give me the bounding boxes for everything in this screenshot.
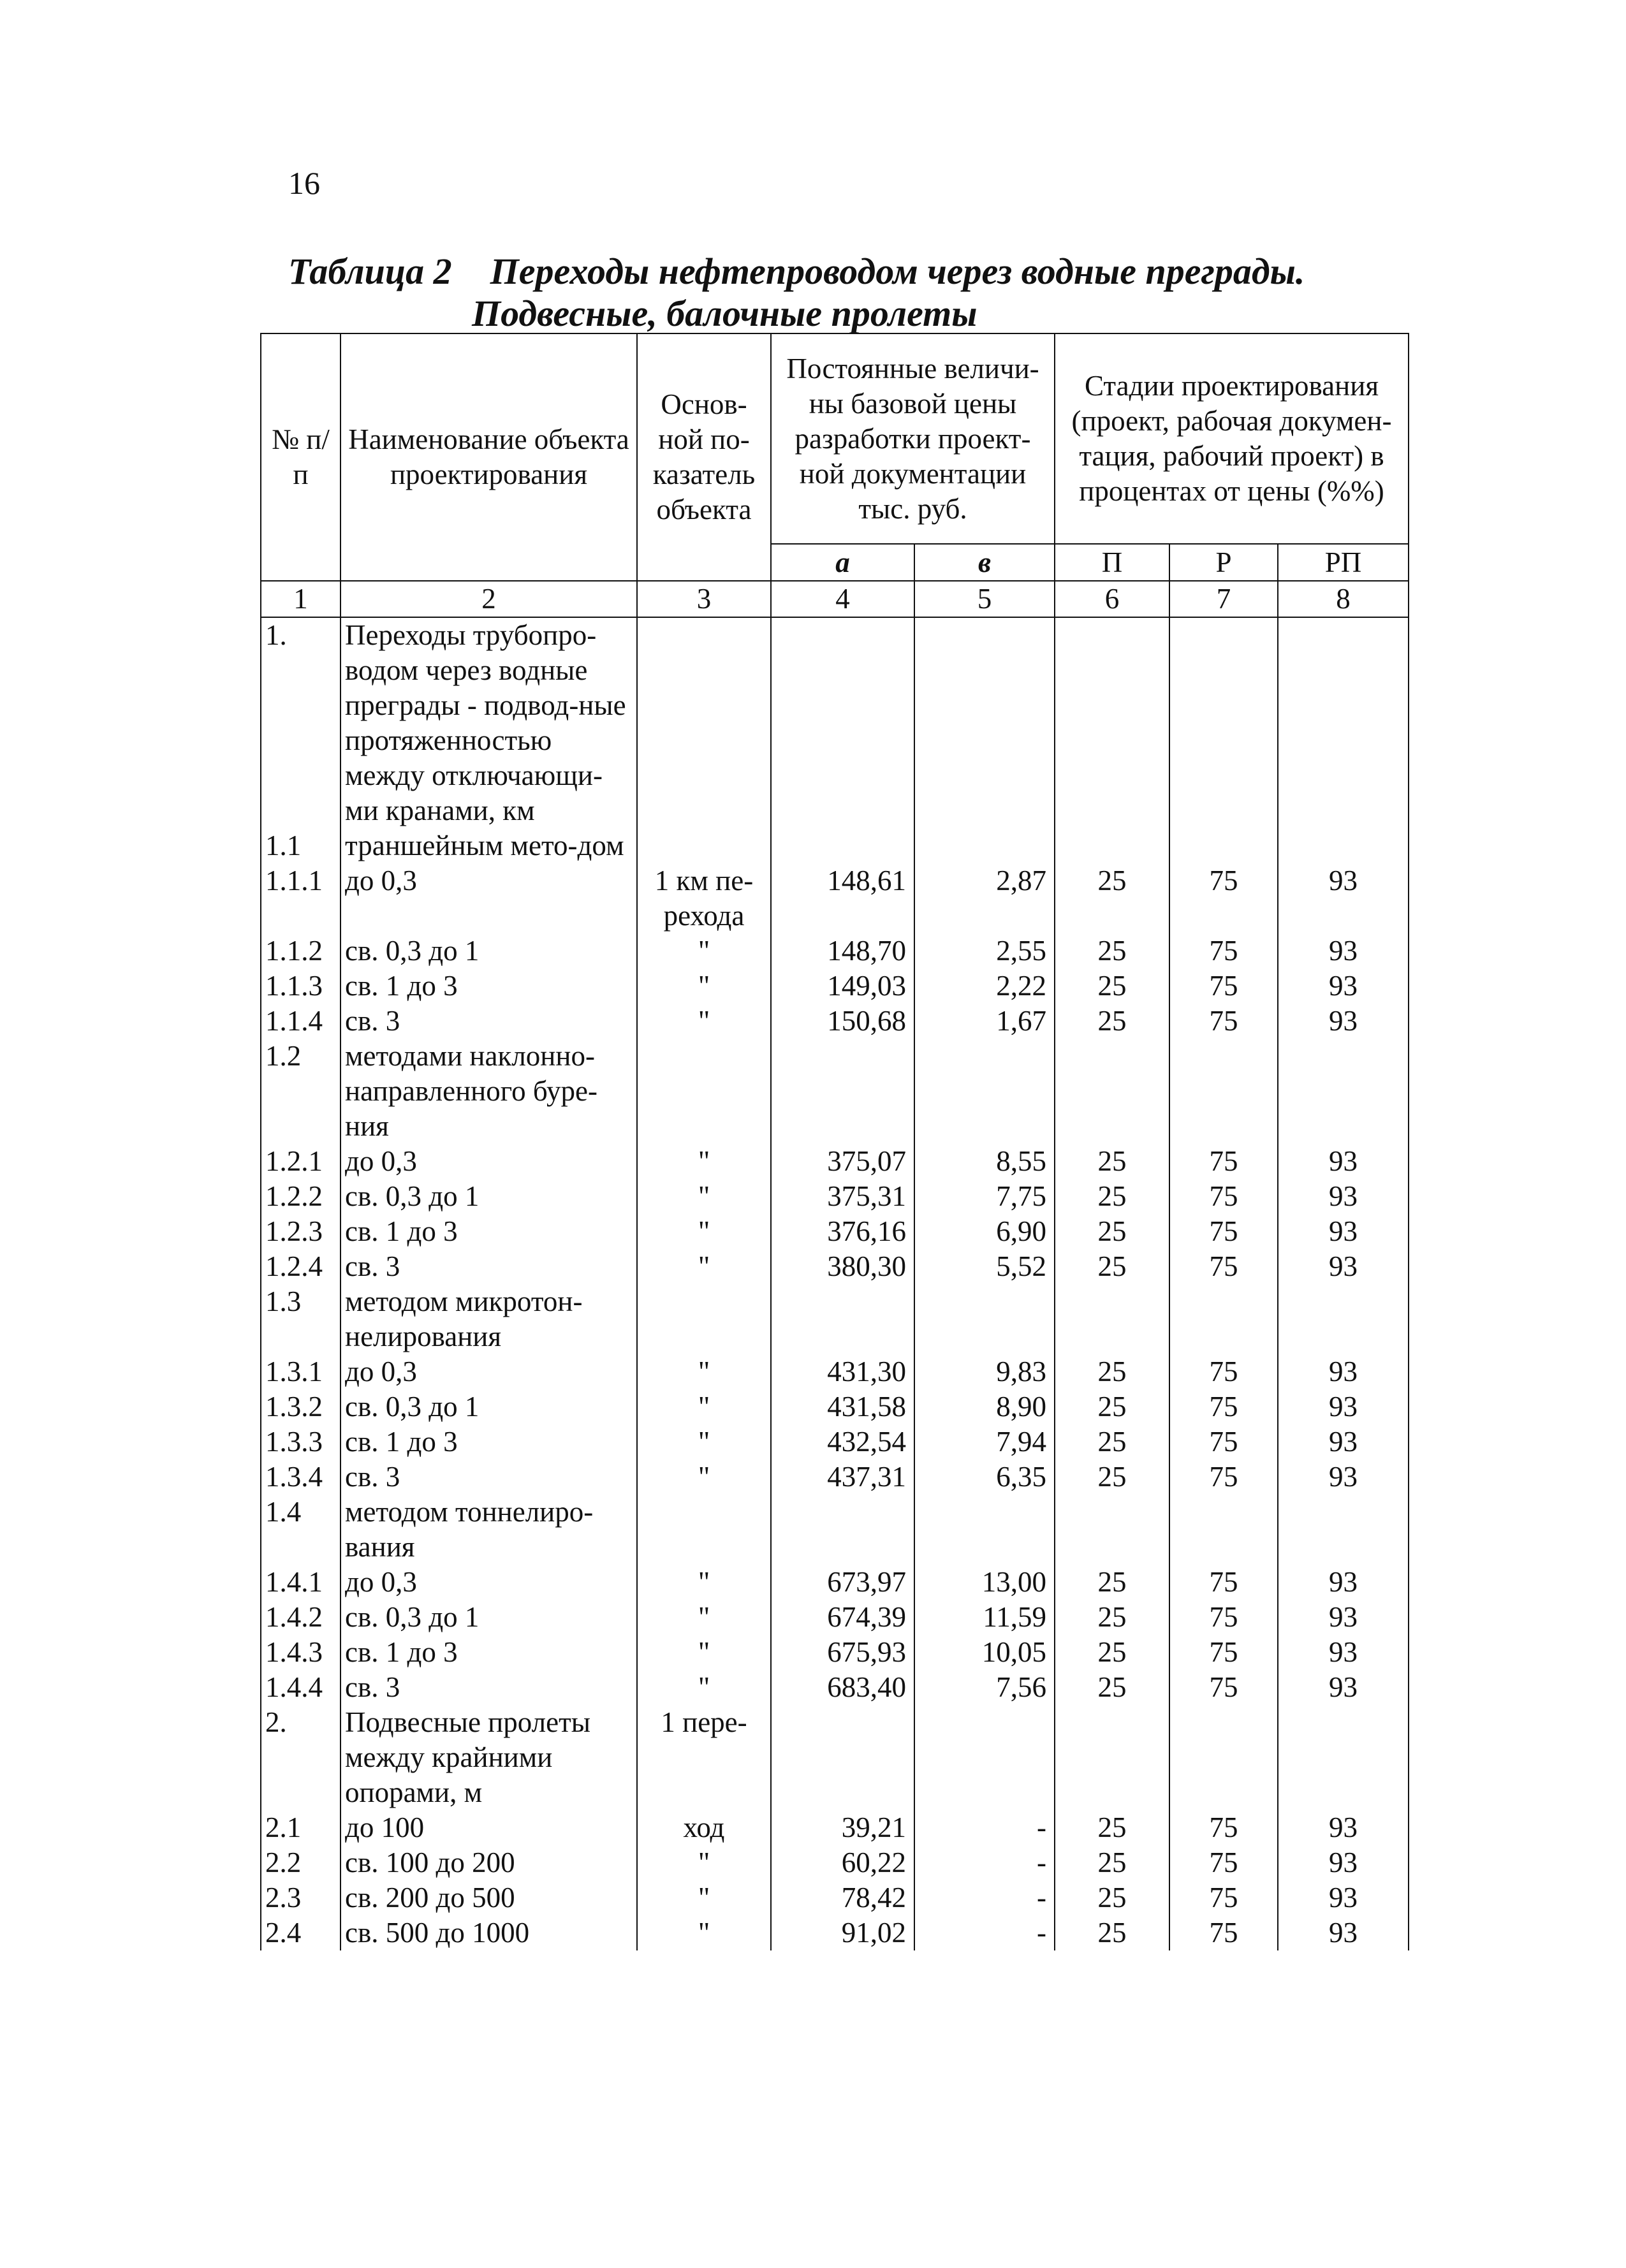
row-indicator bbox=[637, 617, 771, 828]
row-percent-r: 75 bbox=[1169, 1915, 1278, 1950]
row-indicator: " bbox=[637, 1354, 771, 1389]
row-object-name: св. 3 bbox=[341, 1249, 637, 1284]
table-row bbox=[261, 1600, 1409, 1635]
row-number: 1.2 bbox=[261, 1039, 341, 1144]
table-title bbox=[288, 250, 1305, 293]
header-rp: РП bbox=[1278, 544, 1409, 581]
row-value-b: 2,55 bbox=[914, 933, 1055, 969]
row-percent-rp: 93 bbox=[1278, 1670, 1409, 1705]
row-percent-r: 75 bbox=[1169, 1460, 1278, 1495]
table-row bbox=[261, 1845, 1409, 1880]
row-percent-p: 25 bbox=[1055, 1810, 1169, 1845]
row-percent-r: 75 bbox=[1169, 1880, 1278, 1915]
row-value-a: 675,93 bbox=[771, 1635, 914, 1670]
table-row bbox=[261, 1039, 1409, 1144]
row-number: 1.2.2 bbox=[261, 1179, 341, 1214]
row-indicator: " bbox=[637, 1179, 771, 1214]
row-percent-r: 75 bbox=[1169, 1635, 1278, 1670]
column-number: 2 bbox=[341, 581, 637, 617]
table-row bbox=[261, 617, 1409, 828]
row-value-b: 10,05 bbox=[914, 1635, 1055, 1670]
row-percent-r: 75 bbox=[1169, 1179, 1278, 1214]
row-value-a: 437,31 bbox=[771, 1460, 914, 1495]
table-body bbox=[261, 617, 1409, 1950]
row-object-name: св. 1 до 3 bbox=[341, 1424, 637, 1460]
row-object-name: Подвесные пролеты между крайними опорами, м bbox=[341, 1705, 637, 1810]
row-object-name: методом микротон-нелирования bbox=[341, 1284, 637, 1354]
row-value-a: 148,70 bbox=[771, 933, 914, 969]
row-percent-p: 25 bbox=[1055, 1354, 1169, 1389]
row-number: 2.3 bbox=[261, 1880, 341, 1915]
table-row bbox=[261, 933, 1409, 969]
row-percent-rp: 93 bbox=[1278, 1460, 1409, 1495]
row-object-name: до 0,3 bbox=[341, 1354, 637, 1389]
row-percent-r bbox=[1169, 617, 1278, 828]
table-row bbox=[261, 1284, 1409, 1354]
row-value-b: - bbox=[914, 1880, 1055, 1915]
row-percent-p bbox=[1055, 1284, 1169, 1354]
row-object-name: св. 1 до 3 bbox=[341, 969, 637, 1004]
table-row bbox=[261, 1810, 1409, 1845]
row-percent-r: 75 bbox=[1169, 933, 1278, 969]
row-percent-p: 25 bbox=[1055, 1004, 1169, 1039]
table-row bbox=[261, 1144, 1409, 1179]
row-value-a: 376,16 bbox=[771, 1214, 914, 1249]
row-indicator bbox=[637, 1284, 771, 1354]
row-indicator: " bbox=[637, 1424, 771, 1460]
row-percent-rp: 93 bbox=[1278, 1845, 1409, 1880]
row-number: 1.2.4 bbox=[261, 1249, 341, 1284]
row-indicator bbox=[637, 828, 771, 863]
row-indicator: " bbox=[637, 1915, 771, 1950]
row-percent-r bbox=[1169, 828, 1278, 863]
row-object-name: св. 0,3 до 1 bbox=[341, 1179, 637, 1214]
row-value-b: 8,90 bbox=[914, 1389, 1055, 1424]
row-percent-r: 75 bbox=[1169, 1144, 1278, 1179]
row-object-name: до 100 bbox=[341, 1810, 637, 1845]
row-value-b: 7,56 bbox=[914, 1670, 1055, 1705]
row-percent-p: 25 bbox=[1055, 1565, 1169, 1600]
row-object-name: св. 1 до 3 bbox=[341, 1635, 637, 1670]
row-percent-p: 25 bbox=[1055, 1915, 1169, 1950]
row-percent-rp: 93 bbox=[1278, 1810, 1409, 1845]
row-percent-p: 25 bbox=[1055, 1600, 1169, 1635]
header-p: П bbox=[1055, 544, 1169, 581]
table-row bbox=[261, 1179, 1409, 1214]
row-value-a: 683,40 bbox=[771, 1670, 914, 1705]
row-value-a: 673,97 bbox=[771, 1565, 914, 1600]
row-value-b: 6,35 bbox=[914, 1460, 1055, 1495]
table-row bbox=[261, 863, 1409, 933]
header-number: № п/п bbox=[261, 333, 341, 581]
column-number: 1 bbox=[261, 581, 341, 617]
row-value-a: 60,22 bbox=[771, 1845, 914, 1880]
row-object-name: св. 0,3 до 1 bbox=[341, 1389, 637, 1424]
column-number: 4 bbox=[771, 581, 914, 617]
column-number: 7 bbox=[1169, 581, 1278, 617]
column-number: 5 bbox=[914, 581, 1055, 617]
row-value-a: 39,21 bbox=[771, 1810, 914, 1845]
price-table bbox=[260, 333, 1409, 1950]
table-row bbox=[261, 1389, 1409, 1424]
row-indicator: " bbox=[637, 1600, 771, 1635]
table-row bbox=[261, 828, 1409, 863]
row-number: 2.4 bbox=[261, 1915, 341, 1950]
header-object-name: Наименование объекта проектирования bbox=[341, 333, 637, 581]
row-percent-r: 75 bbox=[1169, 1354, 1278, 1389]
row-percent-p: 25 bbox=[1055, 1249, 1169, 1284]
row-percent-rp: 93 bbox=[1278, 1880, 1409, 1915]
header-base-price: Постоянные величи-ны базовой цены разработки проект-ной документации тыс. руб. bbox=[771, 333, 1055, 544]
row-number: 1.3.3 bbox=[261, 1424, 341, 1460]
table-row bbox=[261, 1460, 1409, 1495]
row-number: 1.2.3 bbox=[261, 1214, 341, 1249]
table-label: Таблица 2 bbox=[288, 251, 452, 292]
row-percent-rp: 93 bbox=[1278, 1600, 1409, 1635]
header-r: Р bbox=[1169, 544, 1278, 581]
row-percent-rp: 93 bbox=[1278, 863, 1409, 933]
row-value-a bbox=[771, 617, 914, 828]
table-row bbox=[261, 1495, 1409, 1565]
row-percent-rp: 93 bbox=[1278, 1424, 1409, 1460]
row-object-name: до 0,3 bbox=[341, 863, 637, 933]
column-number: 3 bbox=[637, 581, 771, 617]
row-number: 1. bbox=[261, 617, 341, 828]
row-value-a bbox=[771, 1039, 914, 1144]
header-main-indicator: Основ-ной по-казатель объекта bbox=[637, 333, 771, 581]
row-indicator: " bbox=[637, 1670, 771, 1705]
row-value-b: 6,90 bbox=[914, 1214, 1055, 1249]
row-percent-p: 25 bbox=[1055, 1214, 1169, 1249]
header-b: в bbox=[914, 544, 1055, 581]
row-object-name: до 0,3 bbox=[341, 1144, 637, 1179]
page-number: 16 bbox=[288, 165, 320, 201]
row-percent-r bbox=[1169, 1495, 1278, 1565]
column-number: 8 bbox=[1278, 581, 1409, 617]
row-indicator: " bbox=[637, 1845, 771, 1880]
table-row bbox=[261, 1705, 1409, 1810]
row-percent-r: 75 bbox=[1169, 969, 1278, 1004]
row-object-name: св. 3 bbox=[341, 1460, 637, 1495]
row-number: 1.4.2 bbox=[261, 1600, 341, 1635]
row-number: 1.4.3 bbox=[261, 1635, 341, 1670]
price-table-container bbox=[260, 333, 1408, 1950]
row-percent-p: 25 bbox=[1055, 1880, 1169, 1915]
row-indicator: " bbox=[637, 1249, 771, 1284]
column-number: 6 bbox=[1055, 581, 1169, 617]
row-object-name: св. 1 до 3 bbox=[341, 1214, 637, 1249]
row-percent-rp bbox=[1278, 1039, 1409, 1144]
row-value-b: 7,94 bbox=[914, 1424, 1055, 1460]
row-indicator: ход bbox=[637, 1810, 771, 1845]
row-indicator: " bbox=[637, 933, 771, 969]
row-value-b bbox=[914, 1039, 1055, 1144]
row-value-b: 2,87 bbox=[914, 863, 1055, 933]
row-value-b: - bbox=[914, 1915, 1055, 1950]
row-percent-p bbox=[1055, 1705, 1169, 1810]
row-percent-r: 75 bbox=[1169, 1249, 1278, 1284]
row-percent-p: 25 bbox=[1055, 1635, 1169, 1670]
row-indicator: " bbox=[637, 1635, 771, 1670]
row-percent-p bbox=[1055, 1495, 1169, 1565]
table-title-line1: Переходы нефтепроводом через водные преграды. bbox=[490, 251, 1305, 292]
row-number: 1.1.2 bbox=[261, 933, 341, 969]
row-indicator: " bbox=[637, 1880, 771, 1915]
row-value-a: 375,31 bbox=[771, 1179, 914, 1214]
row-value-a: 375,07 bbox=[771, 1144, 914, 1179]
row-object-name: методом тоннелиро-вания bbox=[341, 1495, 637, 1565]
row-percent-rp: 93 bbox=[1278, 1249, 1409, 1284]
table-row bbox=[261, 1249, 1409, 1284]
row-percent-r: 75 bbox=[1169, 1424, 1278, 1460]
row-percent-r: 75 bbox=[1169, 1565, 1278, 1600]
row-number: 1.4.1 bbox=[261, 1565, 341, 1600]
row-percent-r bbox=[1169, 1039, 1278, 1144]
row-percent-r: 75 bbox=[1169, 1600, 1278, 1635]
row-indicator: " bbox=[637, 1460, 771, 1495]
row-object-name: св. 0,3 до 1 bbox=[341, 933, 637, 969]
row-value-b: 1,67 bbox=[914, 1004, 1055, 1039]
row-percent-rp bbox=[1278, 1284, 1409, 1354]
row-percent-r: 75 bbox=[1169, 1004, 1278, 1039]
row-percent-r: 75 bbox=[1169, 863, 1278, 933]
row-percent-r: 75 bbox=[1169, 1214, 1278, 1249]
row-percent-r bbox=[1169, 1284, 1278, 1354]
row-percent-p: 25 bbox=[1055, 1460, 1169, 1495]
row-percent-rp: 93 bbox=[1278, 1144, 1409, 1179]
row-value-a: 674,39 bbox=[771, 1600, 914, 1635]
row-indicator: 1 пере- bbox=[637, 1705, 771, 1810]
row-object-name: св. 3 bbox=[341, 1004, 637, 1039]
row-percent-r bbox=[1169, 1705, 1278, 1810]
row-object-name: до 0,3 bbox=[341, 1565, 637, 1600]
row-value-b bbox=[914, 1495, 1055, 1565]
header-design-stages: Стадии проектирования (проект, рабочая докумен-тация, рабочий проект) в процентах от цены (%%) bbox=[1055, 333, 1409, 544]
row-indicator bbox=[637, 1039, 771, 1144]
row-percent-p: 25 bbox=[1055, 1424, 1169, 1460]
table-row bbox=[261, 1670, 1409, 1705]
row-value-b: 2,22 bbox=[914, 969, 1055, 1004]
row-percent-rp: 93 bbox=[1278, 1915, 1409, 1950]
row-percent-rp: 93 bbox=[1278, 1179, 1409, 1214]
row-object-name: методами наклонно-направленного буре-ния bbox=[341, 1039, 637, 1144]
row-value-a bbox=[771, 1705, 914, 1810]
row-value-b: 5,52 bbox=[914, 1249, 1055, 1284]
row-value-b bbox=[914, 828, 1055, 863]
row-value-b: 8,55 bbox=[914, 1144, 1055, 1179]
row-percent-rp: 93 bbox=[1278, 933, 1409, 969]
row-percent-rp: 93 bbox=[1278, 1214, 1409, 1249]
row-value-a bbox=[771, 828, 914, 863]
row-percent-r: 75 bbox=[1169, 1845, 1278, 1880]
row-value-a: 91,02 bbox=[771, 1915, 914, 1950]
row-percent-p: 25 bbox=[1055, 1845, 1169, 1880]
row-value-b: 13,00 bbox=[914, 1565, 1055, 1600]
row-indicator: " bbox=[637, 1144, 771, 1179]
row-value-b bbox=[914, 1284, 1055, 1354]
row-indicator: " bbox=[637, 1214, 771, 1249]
table-row bbox=[261, 1915, 1409, 1950]
table-row bbox=[261, 1880, 1409, 1915]
row-percent-p: 25 bbox=[1055, 1179, 1169, 1214]
row-percent-p: 25 bbox=[1055, 1389, 1169, 1424]
row-value-a: 431,58 bbox=[771, 1389, 914, 1424]
table-row bbox=[261, 1004, 1409, 1039]
row-value-b: 7,75 bbox=[914, 1179, 1055, 1214]
row-value-b bbox=[914, 617, 1055, 828]
table-title-line2: Подвесные, балочные пролеты bbox=[472, 293, 978, 334]
row-indicator: " bbox=[637, 969, 771, 1004]
table-row bbox=[261, 1214, 1409, 1249]
row-percent-rp bbox=[1278, 828, 1409, 863]
row-number: 1.4 bbox=[261, 1495, 341, 1565]
row-number: 2.1 bbox=[261, 1810, 341, 1845]
row-percent-r: 75 bbox=[1169, 1810, 1278, 1845]
row-value-a bbox=[771, 1495, 914, 1565]
row-percent-r: 75 bbox=[1169, 1670, 1278, 1705]
row-number: 2.2 bbox=[261, 1845, 341, 1880]
row-number: 1.1.4 bbox=[261, 1004, 341, 1039]
row-number: 1.1.1 bbox=[261, 863, 341, 933]
row-indicator: " bbox=[637, 1004, 771, 1039]
row-percent-p bbox=[1055, 617, 1169, 828]
row-value-a: 78,42 bbox=[771, 1880, 914, 1915]
row-value-a bbox=[771, 1284, 914, 1354]
table-row bbox=[261, 1424, 1409, 1460]
row-number: 1.3.4 bbox=[261, 1460, 341, 1495]
row-indicator: " bbox=[637, 1565, 771, 1600]
row-indicator bbox=[637, 1495, 771, 1565]
row-value-b: 9,83 bbox=[914, 1354, 1055, 1389]
row-percent-p: 25 bbox=[1055, 1144, 1169, 1179]
row-percent-rp: 93 bbox=[1278, 1635, 1409, 1670]
row-number: 1.1 bbox=[261, 828, 341, 863]
row-percent-p: 25 bbox=[1055, 863, 1169, 933]
row-value-b bbox=[914, 1705, 1055, 1810]
table-row bbox=[261, 1565, 1409, 1600]
row-value-b: - bbox=[914, 1810, 1055, 1845]
row-percent-rp: 93 bbox=[1278, 1565, 1409, 1600]
row-value-a: 431,30 bbox=[771, 1354, 914, 1389]
row-value-a: 432,54 bbox=[771, 1424, 914, 1460]
row-value-a: 149,03 bbox=[771, 969, 914, 1004]
row-percent-rp bbox=[1278, 617, 1409, 828]
row-percent-rp: 93 bbox=[1278, 1389, 1409, 1424]
table-row bbox=[261, 1354, 1409, 1389]
column-number-row bbox=[261, 581, 1409, 617]
row-number: 1.2.1 bbox=[261, 1144, 341, 1179]
row-percent-rp: 93 bbox=[1278, 1004, 1409, 1039]
row-indicator: " bbox=[637, 1389, 771, 1424]
row-object-name: св. 0,3 до 1 bbox=[341, 1600, 637, 1635]
row-value-a: 150,68 bbox=[771, 1004, 914, 1039]
row-percent-rp bbox=[1278, 1495, 1409, 1565]
row-value-a: 148,61 bbox=[771, 863, 914, 933]
row-number: 1.4.4 bbox=[261, 1670, 341, 1705]
row-indicator: 1 км пе-рехода bbox=[637, 863, 771, 933]
table-row bbox=[261, 1635, 1409, 1670]
row-percent-r: 75 bbox=[1169, 1389, 1278, 1424]
row-object-name: св. 500 до 1000 bbox=[341, 1915, 637, 1950]
row-number: 1.3.2 bbox=[261, 1389, 341, 1424]
row-object-name: св. 3 bbox=[341, 1670, 637, 1705]
row-number: 1.1.3 bbox=[261, 969, 341, 1004]
table-row bbox=[261, 969, 1409, 1004]
row-value-b: 11,59 bbox=[914, 1600, 1055, 1635]
row-percent-p: 25 bbox=[1055, 1670, 1169, 1705]
header-a: а bbox=[771, 544, 914, 581]
row-percent-rp: 93 bbox=[1278, 1354, 1409, 1389]
row-number: 2. bbox=[261, 1705, 341, 1810]
row-value-a: 380,30 bbox=[771, 1249, 914, 1284]
row-object-name: траншейным мето-дом bbox=[341, 828, 637, 863]
row-percent-p: 25 bbox=[1055, 933, 1169, 969]
row-percent-p bbox=[1055, 828, 1169, 863]
row-value-b: - bbox=[914, 1845, 1055, 1880]
row-percent-rp: 93 bbox=[1278, 969, 1409, 1004]
row-percent-p: 25 bbox=[1055, 969, 1169, 1004]
row-number: 1.3.1 bbox=[261, 1354, 341, 1389]
row-percent-rp bbox=[1278, 1705, 1409, 1810]
row-percent-p bbox=[1055, 1039, 1169, 1144]
row-object-name: Переходы трубопро-водом через водные преграды - подвод-ные протяженностью между отключающи-ми кранами, км bbox=[341, 617, 637, 828]
row-object-name: св. 200 до 500 bbox=[341, 1880, 637, 1915]
row-number: 1.3 bbox=[261, 1284, 341, 1354]
row-object-name: св. 100 до 200 bbox=[341, 1845, 637, 1880]
